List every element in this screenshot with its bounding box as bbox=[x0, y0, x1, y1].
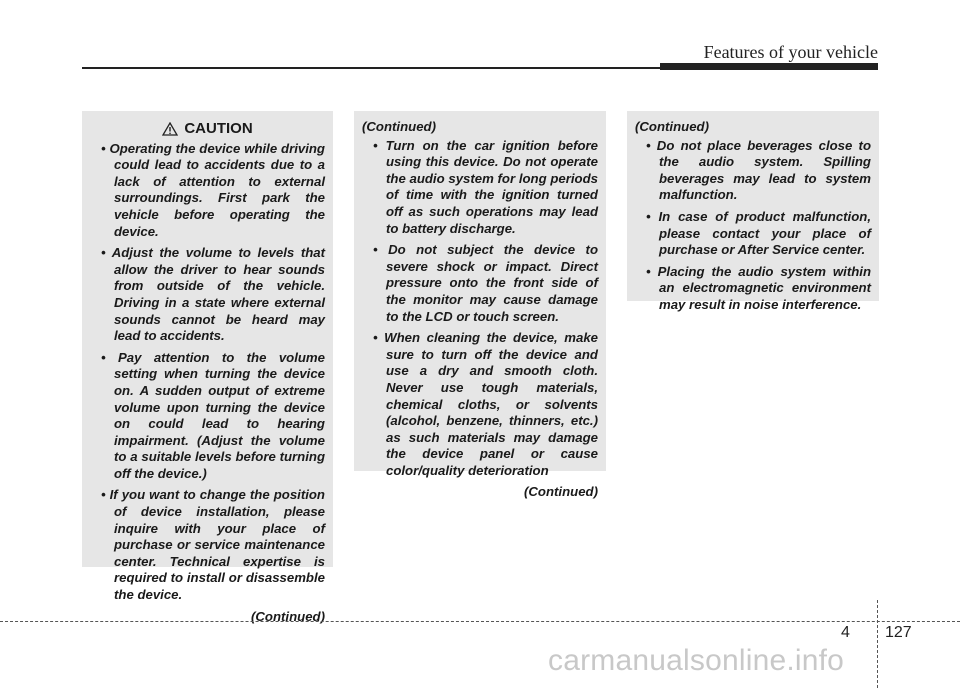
caution-box-continued-1 bbox=[354, 111, 606, 500]
watermark: carmanualsonline.info bbox=[548, 644, 845, 677]
caution-item: • In case of product malfunction, please contact your place of purchase or After Service center. bbox=[646, 208, 871, 258]
page-number: 127 bbox=[885, 624, 912, 641]
caution-box bbox=[82, 111, 333, 624]
continued-label: (Continued) bbox=[251, 608, 325, 624]
continued-label: (Continued) bbox=[524, 484, 598, 500]
caution-heading bbox=[90, 121, 325, 138]
footer-rule bbox=[0, 621, 960, 622]
warning-triangle-icon bbox=[162, 122, 178, 136]
continued-label: (Continued) bbox=[635, 119, 709, 134]
footer-divider bbox=[877, 600, 878, 688]
caution-title: CAUTION bbox=[184, 120, 253, 137]
caution-item: • Do not place beverages close to the audio system. Spilling beverages may lead to system malfunction. bbox=[646, 137, 871, 203]
caution-item: • If you want to change the position of device installation, please inquire with your place of purchase or service maintenance center. Technical expertise is required to install or disassemble the device. bbox=[101, 487, 325, 603]
caution-item: • When cleaning the device, make sure to turn off the device and use a dry and smooth cloth. Never use tough materials, chemical cloths, or solvents (alcohol, benzene, thinners, etc.) as such materials may damage the device panel or cause color/quality deterioration bbox=[373, 330, 598, 478]
caution-item: • Pay attention to the volume setting when turning the device on. A sudden output of extreme volume upon turning the device on could lead to hearing impairment. (Adjust the volume to a suitable levels before turning off the device.) bbox=[101, 349, 325, 481]
caution-box-continued-2 bbox=[627, 111, 879, 312]
section-title: Features of your vehicle bbox=[703, 42, 878, 62]
caution-item: • Turn on the car ignition before using this device. Do not operate the audio system for long periods of time with the ignition turned off as such operations may lead to battery discharge. bbox=[373, 137, 598, 236]
caution-item: • Placing the audio system within an electromagnetic environment may result in noise interference. bbox=[646, 263, 871, 312]
caution-item: • Do not subject the device to severe shock or impact. Direct pressure onto the front side of the monitor may cause damage to the LCD or touch screen. bbox=[373, 242, 598, 324]
continued-label: (Continued) bbox=[362, 119, 436, 134]
caution-item: • Adjust the volume to levels that allow the driver to hear sounds from outside of the vehicle. Driving in a state where external sounds cannot be heard may lead to accidents. bbox=[101, 245, 325, 344]
caution-item: • Operating the device while driving could lead to accidents due to a lack of attention to external surroundings. First park the vehicle before operating the device. bbox=[101, 140, 325, 239]
chapter-number: 4 bbox=[841, 624, 850, 641]
header-rule-accent bbox=[660, 63, 878, 70]
